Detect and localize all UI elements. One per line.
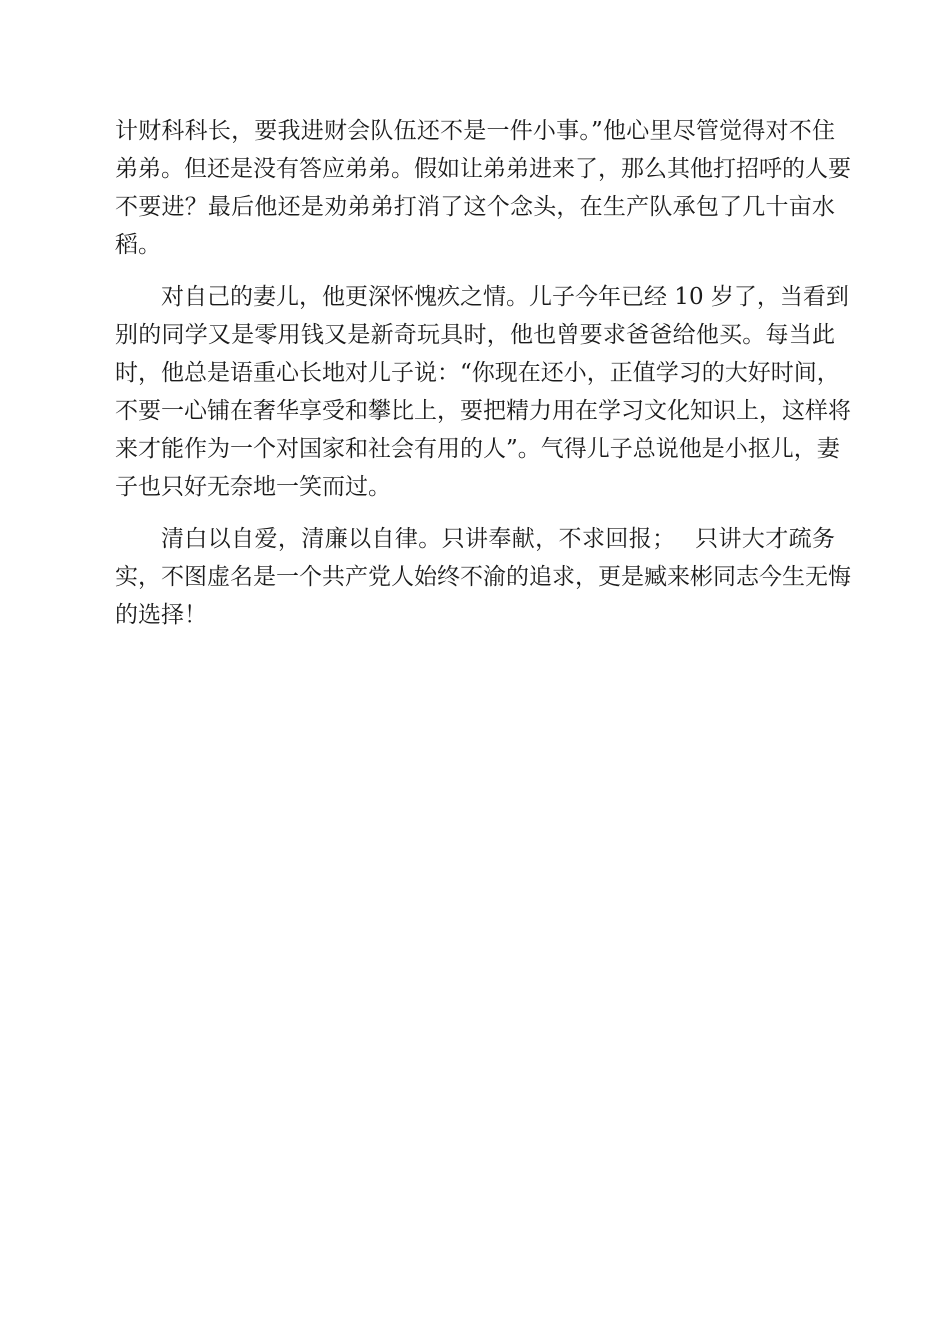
document-body	[115, 112, 851, 634]
text-line: 清白以自爱，清廉以自律。只讲奉献，不求回报； 只讲大才疏务	[161, 526, 835, 552]
text-line: 不要进？最后他还是劝弟弟打消了这个念头，在生产队承包了几十亩水	[115, 194, 835, 220]
paragraph-3	[115, 520, 851, 634]
text-line: 时，他总是语重心长地对儿子说：“你现在还小，正值学习的大好时间，	[115, 360, 840, 386]
text-line: 稻。	[115, 232, 161, 258]
paragraph-1	[115, 112, 851, 264]
paragraph-spacing	[115, 264, 835, 278]
text-line: 计财科科长，要我进财会队伍还不是一件小事。”他心里尽管觉得对不住	[115, 118, 835, 144]
text-line: 弟弟。但还是没有答应弟弟。假如让弟弟进来了，那么其他打招呼的人要	[115, 156, 851, 182]
paragraph-2	[115, 278, 851, 506]
text-line: 实，不图虚名是一个共产党人始终不渝的追求，更是臧来彬同志今生无悔	[115, 564, 851, 590]
paragraph-spacing	[115, 506, 835, 520]
text-line: 来才能作为一个对国家和社会有用的人”。气得儿子总说他是小抠儿，妻	[115, 436, 840, 462]
text-line: 不要一心铺在奢华享受和攀比上，要把精力用在学习文化知识上，这样将	[115, 398, 851, 424]
text-line: 别的同学又是零用钱又是新奇玩具时，他也曾要求爸爸给他买。每当此	[115, 322, 835, 348]
text-line: 对自己的妻儿，他更深怀愧疚之情。儿子今年已经 10 岁了，当看到	[161, 284, 849, 310]
text-line: 子也只好无奈地一笑而过。	[115, 474, 391, 500]
text-line: 的选择！	[115, 602, 207, 628]
